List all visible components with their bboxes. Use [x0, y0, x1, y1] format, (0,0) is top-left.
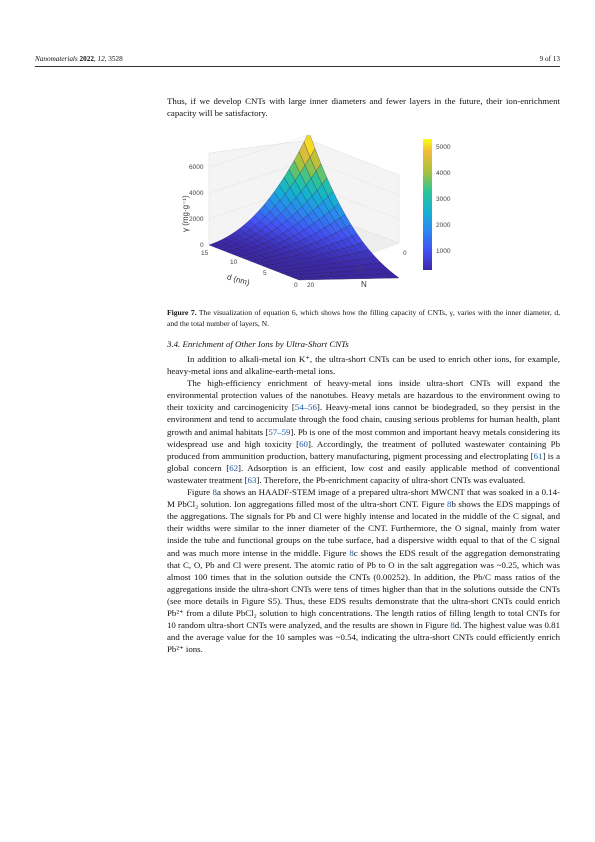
citation-link[interactable]: 57–59 — [268, 426, 291, 437]
n-axis-label: N — [361, 280, 367, 289]
colorbar-tick-3000: 3000 — [436, 196, 451, 203]
intro-paragraph: Thus, if we develop CNTs with large inner diameters and fewer layers in the future, their ion-enrichment capacity will be satisfactory. — [167, 96, 560, 119]
figure-link[interactable]: 8 — [447, 499, 452, 510]
colorbar-tick-5000: 5000 — [436, 144, 451, 151]
n-tick-0: 0 — [403, 250, 407, 257]
figure-7 — [167, 135, 560, 295]
citation-link[interactable]: 63 — [247, 474, 257, 485]
d-tick-5: 5 — [263, 270, 267, 277]
colorbar-tick-1000: 1000 — [436, 248, 451, 255]
d-axis-label: d (nm) — [226, 272, 251, 288]
journal-volume: 12 — [97, 55, 105, 63]
z-tick-6000: 6000 — [189, 164, 204, 171]
section-number: 3.4. — [167, 339, 181, 349]
citation-link[interactable]: 62 — [229, 462, 239, 473]
z-tick-4000: 4000 — [189, 190, 204, 197]
d-tick-15: 15 — [201, 250, 209, 257]
n-tick-20: 20 — [307, 282, 315, 289]
d-tick-0: 0 — [294, 282, 298, 289]
d-tick-10: 10 — [230, 259, 238, 266]
running-header: Nanomaterials 2022, 12, 3528 — [35, 55, 123, 63]
z-axis-label: γ (mg·g⁻¹) — [181, 195, 190, 232]
z-tick-0: 0 — [200, 242, 204, 249]
figure-link[interactable]: 8 — [349, 547, 354, 558]
page-number: 9 of 13 — [539, 55, 560, 63]
colorbar-tick-4000: 4000 — [436, 170, 451, 177]
figure-link[interactable]: 8 — [450, 620, 455, 631]
paragraph-1: In addition to alkali-metal ion K⁺, the ultra-short CNTs can be used to enrich other ions, for example, heavy-metal ions and alkaline-earth-metal ions. — [167, 354, 560, 377]
caption-text: The visualization of equation 6, which shows how the filling capacity of CNTs, γ, varies with the inner diameter, d, and the total number of layers, N. — [167, 308, 561, 328]
header-rule — [35, 66, 560, 67]
journal-name: Nanomaterials — [35, 55, 78, 63]
paragraph-3: Figure 8a shows an HAADF-STEM image of a prepared ultra-short MWCNT that was soaked in a 0.14-M PbCl₂ solution. Ion aggregations filled most of the ultra-short CNT. Figure 8b shows the EDS mappings of the aggregations. The signals for Pb and Cl were highly intense and located in the middle of the C signal, and their widths were similar to the inner diameter of the CNT. Furthermore, the O signal, mainly from water inside the tube and functional groups on the tube surface, had a dispersive width equal to that of the C signal and was much more intense in the middle. Figure 8c shows the EDS result of the aggregation demonstrating that C, O, Pb and Cl were present. The atomic ratio of Pb to O in the salt aggregation was ~0.25, which was almost 100 times that in the solution outside the CNTs (0.00252). In addition, the Pb/C mass ratios of the aggregations inside the ultra-short CNTs were tens of times higher than that in the solutions outside the CNTs (see more details in Figure S5). Thus, these EDS results demonstrate that the ultra-short CNTs could enrich Pb²⁺ from a dilute PbCl₂ solution to high concentrations. The length ratios of filling length to total CNTs for 10 random ultra-short CNTs were analyzed, and the results are shown in Figure 8d. The highest value was 0.81 and the average value for the 10 samples was ~0.54, indicating the ultra-short CNTs could efficiently enrich Pb²⁺ ions. — [167, 487, 560, 655]
colorbar — [423, 139, 432, 270]
section-heading — [167, 339, 349, 349]
surface-plot — [167, 135, 560, 295]
article-number: 3528 — [108, 55, 123, 63]
paragraph-2: The high-efficiency enrichment of heavy-metal ions inside ultra-short CNTs will expand the environmental protection values of the nanotubes. Heavy metals are hazardous to the environment owing to their toxicity and carcinogenicity [54–56]. Heavy-metal ions cannot be biodegraded, so they persist in the environment and tend to accumulate through the food chain, causing serious problems for human health, plant growth and animal habitats [57–59]. Pb is one of the most common and important heavy metals considering its widespread use and high toxicity [60]. Accordingly, the treatment of polluted wastewater containing Pb produced from ammunition production, battery manufacturing, pigment processing and electroplating [61] is a global concern [62]. Adsorption is an efficient, low cost and easily applicable method of conventional wastewater treatment [63]. Therefore, the Pb-enrichment capacity of ultra-short CNTs was evaluated. — [167, 378, 561, 485]
section-title: Enrichment of Other Ions by Ultra-Short CNTs — [182, 339, 349, 349]
figure-link[interactable]: 8 — [212, 487, 217, 498]
figure-caption — [167, 307, 560, 329]
figure-label: Figure 7. — [167, 308, 197, 317]
section-body — [167, 353, 560, 655]
citation-link[interactable]: 54–56 — [294, 402, 317, 413]
citation-link[interactable]: 60 — [299, 438, 308, 449]
colorbar-tick-2000: 2000 — [436, 222, 451, 229]
citation-link[interactable]: 61 — [533, 450, 543, 461]
n-tick-10: 10 — [357, 266, 365, 273]
journal-year: 2022 — [79, 55, 94, 63]
z-tick-2000: 2000 — [189, 216, 204, 223]
